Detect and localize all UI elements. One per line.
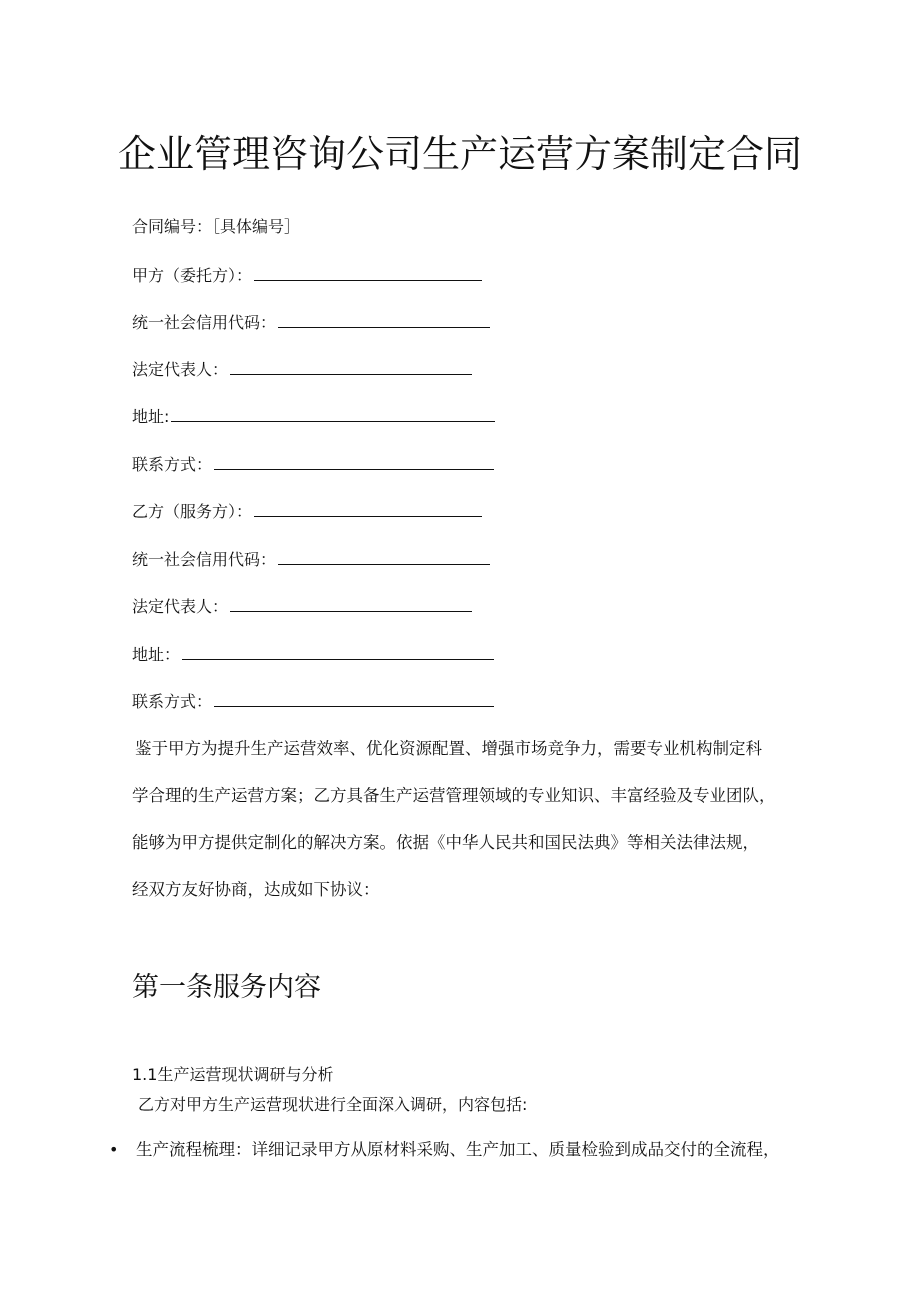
party-a-contact-label: 联系方式： — [132, 455, 213, 474]
party-a-name-field — [132, 264, 482, 287]
preamble-line-3: 能够为甲方提供定制化的解决方案。依据《中华人民共和国民法典》等相关法律法规， — [132, 833, 759, 852]
party-a-name-label: 甲方（委托方）： — [132, 266, 253, 285]
bullet-marker: • — [109, 1140, 119, 1159]
party-a-address-label: 地址: — [132, 407, 170, 426]
party-a-contact-blank — [214, 453, 494, 470]
section-heading: 第一条服务内容 — [132, 972, 321, 1003]
party-a-contact-field — [132, 453, 494, 476]
party-a-address-field — [132, 405, 495, 428]
party-b-name-blank — [254, 500, 482, 517]
party-a-name-blank — [254, 264, 482, 281]
preamble-line-1: 鉴于甲方为提升生产运营效率、优化资源配置、增强市场竞争力，需要专业机构制定科 — [135, 739, 762, 758]
party-b-address-blank — [182, 643, 494, 660]
party-b-credit-code-label: 统一社会信用代码： — [132, 550, 277, 569]
party-a-rep-blank — [230, 358, 472, 375]
party-a-credit-code-label: 统一社会信用代码： — [132, 313, 277, 332]
party-b-credit-code-blank — [278, 548, 490, 565]
subsection-title: 1.1生产运营现状调研与分析 — [132, 1065, 334, 1084]
party-b-contact-blank — [214, 690, 494, 707]
party-b-name-label: 乙方（服务方）： — [132, 502, 253, 521]
list-item: 生产流程梳理：详细记录甲方从原材料采购、生产加工、质量检验到成品交付的全流程， — [136, 1140, 780, 1159]
party-b-contact-label: 联系方式： — [132, 692, 213, 711]
party-a-rep-label: 法定代表人： — [132, 360, 229, 379]
party-b-rep-blank — [230, 595, 472, 612]
party-b-contact-field — [132, 690, 494, 713]
preamble-line-2: 学合理的生产运营方案；乙方具备生产运营管理领域的专业知识、丰富经验及专业团队， — [132, 786, 776, 805]
party-b-credit-code-field — [132, 548, 490, 571]
party-b-address-field — [132, 643, 494, 666]
preamble-line-4: 经双方友好协商，达成如下协议： — [132, 880, 380, 899]
page-title: 企业管理咨询公司生产运营方案制定合同 — [117, 132, 802, 176]
party-a-credit-code-field — [132, 311, 490, 334]
party-a-rep-field — [132, 358, 472, 381]
party-a-address-blank — [171, 405, 495, 422]
party-b-rep-field — [132, 595, 472, 618]
party-a-credit-code-blank — [278, 311, 490, 328]
party-b-rep-label: 法定代表人： — [132, 597, 229, 616]
contract-number-label: 合同编号：［具体编号］ — [132, 217, 301, 236]
contract-number — [132, 216, 300, 238]
subsection-intro: 乙方对甲方生产运营现状进行全面深入调研，内容包括: — [138, 1095, 528, 1114]
party-b-name-field — [132, 500, 482, 523]
party-b-address-label: 地址： — [132, 645, 181, 664]
